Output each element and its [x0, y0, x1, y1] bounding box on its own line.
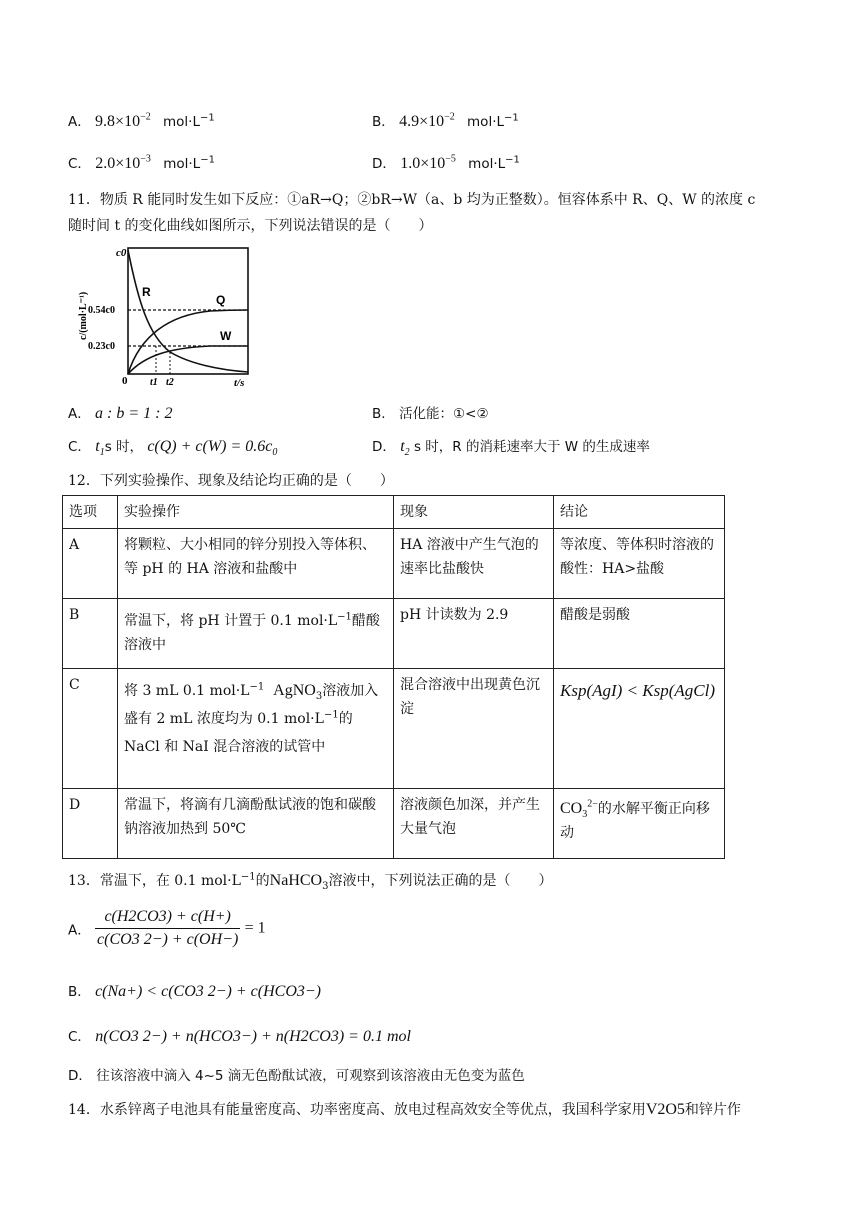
cell-operation: 将 3 mL 0.1 $mol\cdot L^{-1}$ AgNO$_3$溶液加入盛有 2 mL 浓度均为 0.1 $mol\cdot L^{-1}$的 NaCl 和 NaI 混合溶液的试管中 [118, 669, 394, 789]
q13-option-c [68, 1025, 411, 1046]
q11-stem-line2: 随时间 t 的变化曲线如图所示，下列说法错误的是（ ） [68, 218, 433, 234]
option-label: C． [68, 156, 91, 172]
option-label: A． [68, 406, 91, 422]
option-value: $4.9\times 10^{-2}$ [399, 111, 455, 130]
option-label: D． [372, 439, 396, 455]
cell-conclusion: $CO_3^{2-}$的水解平衡正向移动 [554, 789, 725, 859]
cell-operation: 将颗粒、大小相同的锌分别投入等体积、等 pH 的 HA 溶液和盐酸中 [118, 529, 394, 599]
option-unit: $mol\cdot L^{-1}$ [467, 112, 519, 130]
label-q: Q [216, 293, 226, 307]
option-value: $2.0\times 10^{-3}$ [95, 153, 151, 172]
option-text: a : b = 1 : 2 [95, 405, 173, 422]
q11-option-d [372, 435, 650, 459]
header-cell: 选项 [63, 496, 118, 529]
cell-option: D [63, 789, 118, 859]
option-label: B． [372, 114, 395, 130]
cell-phenomenon: 混合溶液中出现黄色沉淀 [394, 669, 554, 789]
option-text: n(CO3 2−) + n(HCO3−) + n(H2CO3) = 0.1 mol [95, 1028, 411, 1045]
cell-conclusion [554, 669, 725, 789]
option-unit: $mol\cdot L^{-1}$ [163, 112, 215, 130]
cell-option: C [63, 669, 118, 789]
cell-operation: 常温下，将 pH 计置于 0.1 $mol\cdot L^{-1}$醋酸溶液中 [118, 599, 394, 669]
q13-option-b [68, 980, 321, 1001]
cell-operation: 常温下，将滴有几滴酚酞试液的饱和碳酸钠溶液加热到 50℃ [118, 789, 394, 859]
tick-054: 0.54c0 [88, 305, 115, 316]
table-row [63, 789, 725, 859]
q13-option-a [68, 908, 266, 949]
ksp-expression: Ksp(AgI) < Ksp(AgCl) [560, 681, 716, 700]
label-origin: 0 [122, 375, 128, 387]
label-t-axis: t/s [234, 377, 245, 389]
option-label: A． [68, 922, 91, 939]
q13-stem: 13．常温下，在 0.1 $mol\cdot L^{-1}$的NaHCO$_3$溶液中，下列说法正确的是（ ） [68, 871, 553, 892]
q12-table [62, 495, 725, 859]
q11-option-a [68, 402, 173, 423]
cell-conclusion: 醋酸是弱酸 [554, 599, 725, 669]
q12-stem: 12．下列实验操作、现象及结论均正确的是（ ） [68, 473, 394, 489]
q10-option-c [68, 152, 215, 173]
tick-023: 0.23c0 [88, 341, 115, 352]
fraction-expression: $\frac{c(H2CO3) + c(H+)}{c(CO3 2-) + c(OH-)}$ [97, 908, 239, 948]
option-expr: $c(Q) + c(W) = 0.6c_0$ [147, 438, 278, 459]
q10-option-a [68, 110, 215, 131]
table-row [63, 529, 725, 599]
header-cell: 结论 [554, 496, 725, 529]
option-unit: $mol\cdot L^{-1}$ [468, 154, 520, 172]
option-text: 往该溶液中滴入 4~5 滴无色酚酞试液，可观察到该溶液由无色变为蓝色 [96, 1068, 525, 1084]
label-c0: c0 [116, 247, 127, 259]
option-text: s 时，R 的消耗速率大于 W 的生成速率 [409, 439, 650, 455]
option-label: B． [68, 984, 91, 1000]
table-row [63, 669, 725, 789]
label-t2: t2 [166, 377, 174, 388]
carbonate-ion: $CO_3^{2-}$ [560, 798, 598, 821]
option-label: C． [68, 439, 91, 455]
option-time: $t_1$ [95, 438, 105, 459]
q11-option-c [68, 435, 278, 459]
label-w: W [220, 329, 232, 343]
header-cell: 现象 [394, 496, 554, 529]
option-text: s 时， [104, 439, 144, 455]
option-label: B． [372, 406, 395, 422]
cell-conclusion: 等浓度、等体积时溶液的酸性：HA>盐酸 [554, 529, 725, 599]
option-label: D． [68, 1068, 92, 1084]
cell-phenomenon: 溶液颜色加深，并产生大量气泡 [394, 789, 554, 859]
q11-option-b [372, 402, 489, 422]
option-value: $1.0\times 10^{-5}$ [400, 153, 456, 172]
q10-option-d [372, 152, 520, 173]
option-rhs: = 1 [244, 919, 266, 937]
label-r: R [142, 285, 151, 299]
q11-stem-line1: 11．物质 R 能同时发生如下反应：①aR→Q；②bR→W（a、b 均为正整数）。恒容体系中 R、Q、W 的浓度 c [68, 192, 756, 208]
option-label: C． [68, 1029, 91, 1045]
option-text: 活化能：①<② [399, 406, 489, 422]
table-header-row [63, 496, 725, 529]
label-t1: t1 [150, 377, 158, 388]
cell-phenomenon: HA 溶液中产生气泡的速率比盐酸快 [394, 529, 554, 599]
option-time: $t_2$ [400, 438, 410, 459]
header-cell: 实验操作 [118, 496, 394, 529]
q11-concentration-graph [70, 240, 270, 390]
cell-option: A [63, 529, 118, 599]
q13-option-d [68, 1064, 525, 1084]
q10-option-b [372, 110, 519, 131]
option-label: A． [68, 114, 91, 130]
option-unit: $mol\cdot L^{-1}$ [163, 154, 215, 172]
cell-phenomenon: pH 计读数为 2.9 [394, 599, 554, 669]
option-label: D． [372, 156, 396, 172]
label-y-axis: c/(mol·L⁻¹) [78, 291, 89, 340]
q14-stem: 14．水系锌离子电池具有能量密度高、功率密度高、放电过程高效安全等优点，我国科学家用V2O5和锌片作 [68, 1101, 741, 1118]
option-text: c(Na+) < c(CO3 2−) + c(HCO3−) [95, 983, 321, 1000]
table-row [63, 599, 725, 669]
cell-option: B [63, 599, 118, 669]
option-value: $9.8\times 10^{-2}$ [95, 111, 151, 130]
